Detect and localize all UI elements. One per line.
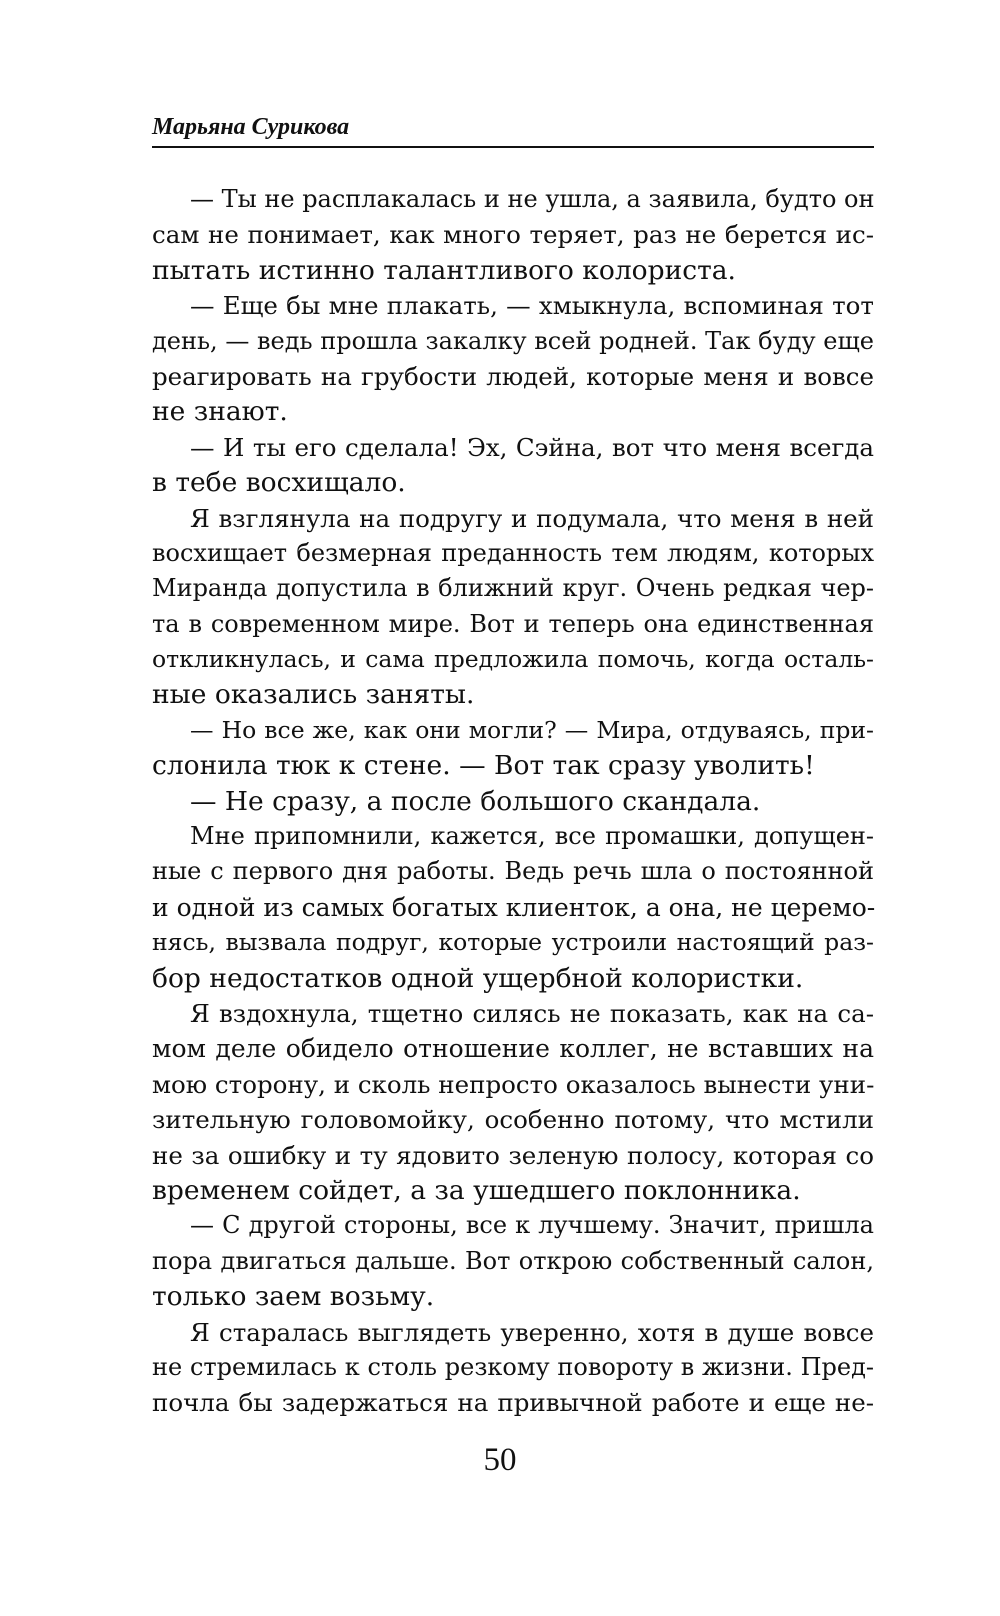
text-line: не за ошибку и ту ядовито зеленую полосу, которая со bbox=[152, 1140, 874, 1170]
text-line: пора двигаться дальше. Вот открою собственный салон, bbox=[152, 1246, 874, 1275]
text-line: восхищает безмерная преданность тем людям, которых bbox=[152, 538, 874, 567]
body-text bbox=[152, 182, 874, 1421]
text-line: мом деле обидело отношение коллег, не вставших на bbox=[152, 1034, 874, 1064]
text-line: Миранда допустила в ближний круг. Очень редкая чер- bbox=[152, 574, 874, 603]
text-line: временем сойдет, а за ушедшего поклонника. bbox=[152, 1174, 801, 1206]
text-line: мою сторону, и сколь непросто оказалось вынести уни- bbox=[152, 1069, 875, 1099]
text-line: зительную головомойку, особенно потому, что мстили bbox=[152, 1105, 874, 1135]
running-header bbox=[152, 112, 874, 148]
text-line: бор недостатков одной ущербной колористки. bbox=[152, 962, 804, 994]
text-line: пытать истинно талантливого колориста. bbox=[152, 254, 736, 286]
text-line: — С другой стороны, все к лучшему. Значит, пришла bbox=[190, 1211, 874, 1240]
text-line: день, — ведь прошла закалку всей родней. Так буду еще bbox=[152, 326, 874, 355]
text-line: только заем возьму. bbox=[152, 1281, 435, 1313]
text-line: — Но все же, как они могли? — Мира, отдуваясь, при- bbox=[190, 715, 874, 744]
text-line: ные оказались заняты. bbox=[152, 679, 475, 711]
text-line: Мне припомнили, кажется, все промашки, допущен- bbox=[190, 822, 874, 851]
text-line: Я взглянула на подругу и подумала, что меня в ней bbox=[190, 503, 874, 533]
author-name: Марьяна Сурикова bbox=[152, 114, 350, 140]
text-line: и одной из самых богатых клиенток, а она, не церемо- bbox=[152, 892, 876, 922]
text-line: — Не сразу, а после большого скандала. bbox=[190, 785, 761, 817]
text-line: Я старалась выглядеть уверенно, хотя в душе вовсе bbox=[190, 1317, 874, 1347]
text-line: почла бы задержаться на привычной работе и еще не- bbox=[152, 1388, 874, 1418]
page-number: 50 bbox=[483, 1442, 517, 1478]
text-line: не знают. bbox=[152, 396, 288, 428]
text-line: откликнулась, и сама предложила помочь, когда осталь- bbox=[152, 645, 874, 674]
text-line: слонила тюк к стене. — Вот так сразу уволить! bbox=[152, 750, 815, 782]
text-line: нясь, вызвала подруг, которые устроили настоящий раз- bbox=[152, 928, 874, 957]
text-line: — Ты не расплакалась и не ушла, а заявила, будто он bbox=[190, 185, 875, 213]
text-line: не стремилась к столь резкому повороту в жизни. Пред- bbox=[152, 1352, 874, 1381]
text-line: — Еще бы мне плакать, — хмыкнула, вспоминая тот bbox=[190, 291, 874, 321]
text-line: сам не понимает, как много теряет, раз не берется ис- bbox=[152, 220, 874, 250]
text-line: ные с первого дня работы. Ведь речь шла о постоянной bbox=[152, 857, 874, 886]
text-line: Я вздохнула, тщетно силясь не показать, как на са- bbox=[190, 998, 874, 1028]
text-line: реагировать на грубости людей, которые меня и вовсе bbox=[152, 361, 874, 391]
text-line: в тебе восхищало. bbox=[152, 467, 406, 499]
text-line: — И ты его сделала! Эх, Сэйна, вот что меня всегда bbox=[190, 432, 874, 462]
text-line: та в современном мире. Вот и теперь она единственная bbox=[152, 609, 874, 638]
